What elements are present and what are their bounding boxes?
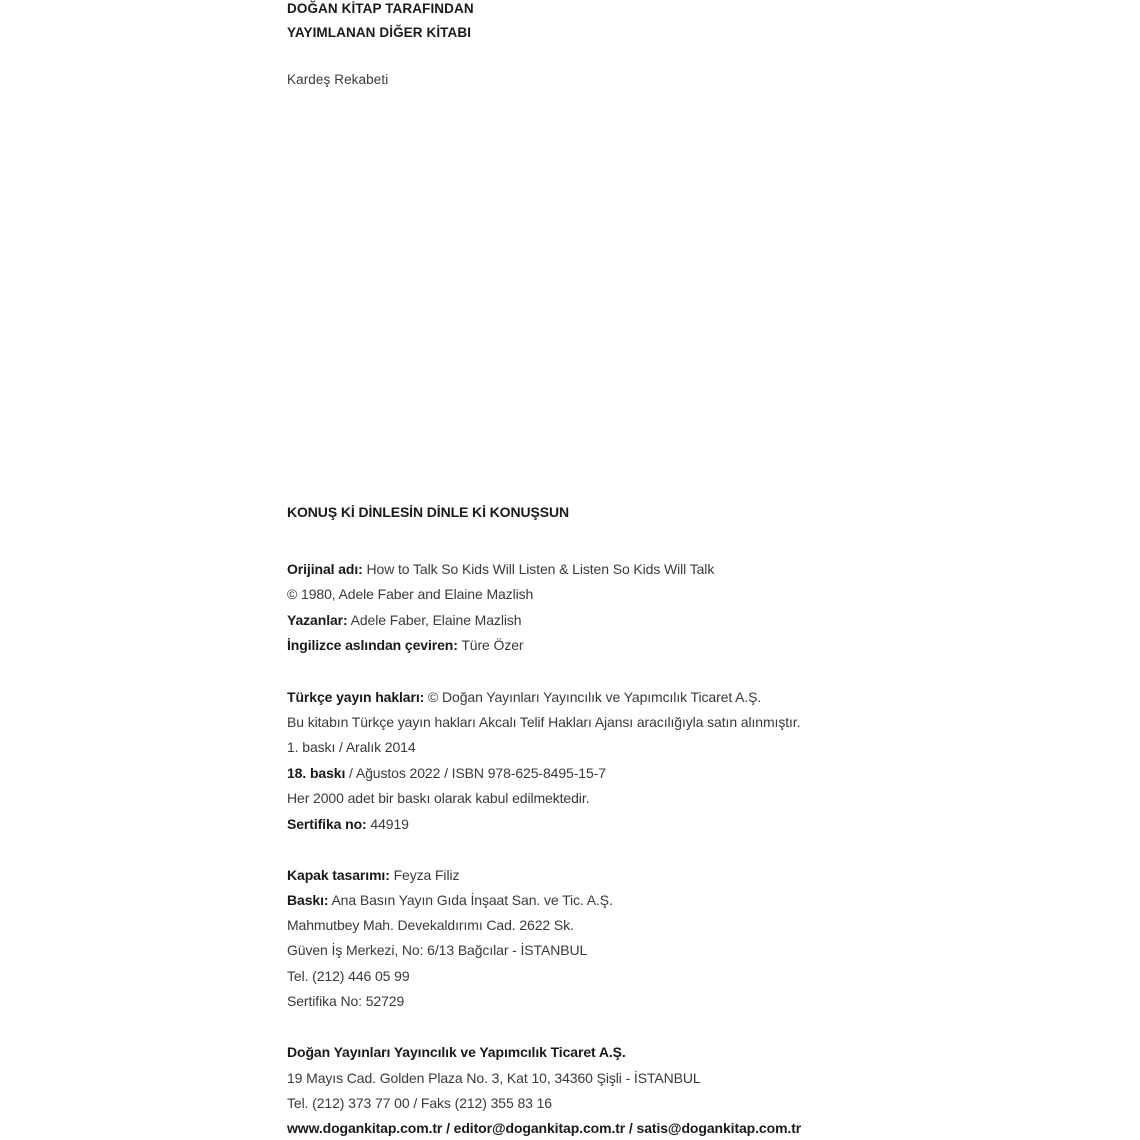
rights-value: © Doğan Yayınları Yayıncılık ve Yapımcılık Ticaret A.Ş. — [424, 689, 762, 705]
current-edition-value: / Ağustos 2022 / ISBN 978-625-8495-15-7 — [345, 765, 606, 781]
original-title-line — [287, 560, 714, 578]
publisher-web-links: www.dogankitap.com.tr / editor@dogankitap.com.tr / satis@dogankitap.com.tr — [287, 1120, 802, 1136]
original-title-value: How to Talk So Kids Will Listen & Listen So Kids Will Talk — [362, 561, 715, 577]
copyright-page — [287, 0, 1117, 1140]
certificate-line — [287, 815, 409, 833]
printer-phone: Tel. (212) 446 05 99 — [287, 968, 410, 984]
copyright-line: © 1980, Adele Faber and Elaine Mazlish — [287, 586, 534, 602]
translator-value: Türe Özer — [457, 637, 524, 653]
publisher-name: Doğan Yayınları Yayıncılık ve Yapımcılık Ticaret A.Ş. — [287, 1044, 626, 1060]
rights-note: Bu kitabın Türkçe yayın hakları Akcalı Telif Hakları Ajansı aracılığıyla satın alınmıştır. — [287, 714, 801, 730]
cover-design-line — [287, 866, 459, 884]
rights-label: Türkçe yayın hakları: — [287, 689, 425, 705]
cover-design-label: Kapak tasarımı: — [287, 867, 390, 883]
print-run-line: Her 2000 adet bir baskı olarak kabul edilmektedir. — [287, 790, 590, 806]
publisher-address: 19 Mayıs Cad. Golden Plaza No. 3, Kat 10, 34360 Şişli - İSTANBUL — [287, 1070, 701, 1086]
printer-label: Baskı: — [287, 892, 329, 908]
publisher-phone-fax: Tel. (212) 373 77 00 / Faks (212) 355 83 16 — [287, 1095, 552, 1111]
authors-line — [287, 611, 521, 629]
rights-line — [287, 688, 761, 706]
authors-label: Yazanlar: — [287, 612, 348, 628]
printer-certificate: Sertifika No: 52729 — [287, 993, 405, 1009]
other-books-heading-line1: DOĞAN KİTAP TARAFINDAN — [287, 1, 474, 16]
current-edition-line — [287, 764, 606, 782]
other-books-heading-line2: YAYIMLANAN DİĞER KİTABI — [287, 25, 472, 40]
printer-address-line2: Güven İş Merkezi, No: 6/13 Bağcılar - İSTANBUL — [287, 942, 588, 958]
translator-line — [287, 636, 523, 654]
other-book-title: Kardeş Rekabeti — [287, 72, 389, 87]
certificate-value: 44919 — [366, 816, 409, 832]
cover-design-value: Feyza Filiz — [389, 867, 460, 883]
original-title-label: Orijinal adı: — [287, 561, 363, 577]
authors-value: Adele Faber, Elaine Mazlish — [347, 612, 522, 628]
current-edition-label: 18. baskı — [287, 765, 346, 781]
printer-line — [287, 891, 613, 909]
printer-address-line1: Mahmutbey Mah. Devekaldırımı Cad. 2622 Sk. — [287, 917, 574, 933]
translator-label: İngilizce aslından çeviren: — [287, 637, 458, 653]
certificate-label: Sertifika no: — [287, 816, 367, 832]
first-edition-line: 1. baskı / Aralık 2014 — [287, 739, 416, 755]
book-title: KONUŞ Kİ DİNLESİN DİNLE Kİ KONUŞSUN — [287, 504, 569, 520]
printer-value: Ana Basın Yayın Gıda İnşaat San. ve Tic. A.Ş. — [328, 892, 613, 908]
